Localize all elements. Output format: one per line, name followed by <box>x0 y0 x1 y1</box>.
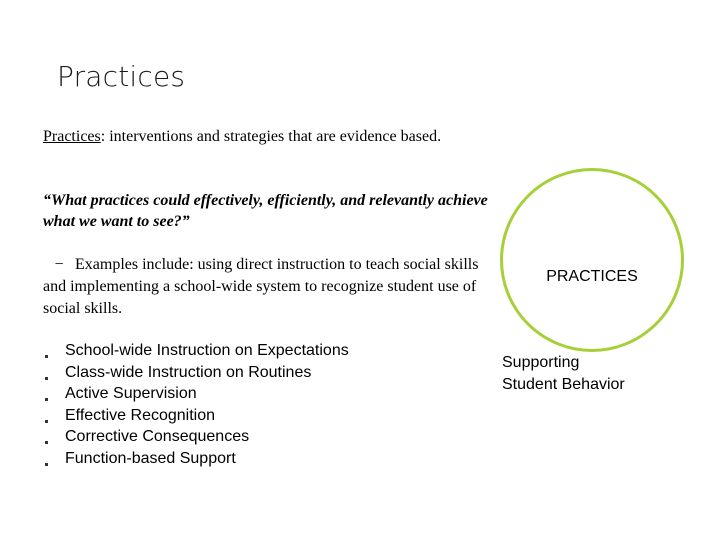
side-label-line-2: Student Behavior <box>502 376 625 393</box>
list-item <box>43 362 349 384</box>
definition-text: : interventions and strategies that are evidence based. <box>100 128 442 145</box>
list-item-label: Class-wide Instruction on Routines <box>65 363 312 381</box>
list-item-label: School-wide Instruction on Expectations <box>65 342 349 359</box>
bullet-dot-icon <box>45 377 48 380</box>
supporting-behavior-label <box>502 352 702 396</box>
circle-label: PRACTICES <box>546 268 638 285</box>
list-item-label: Active Supervision <box>65 385 197 403</box>
side-label-line-1: Supporting <box>502 354 580 371</box>
definition-term: Practices <box>43 128 101 145</box>
bullet-dot-icon <box>45 420 48 423</box>
list-item-label: Function-based Support <box>65 449 236 467</box>
list-item-label: Effective Recognition <box>65 406 216 424</box>
list-item <box>43 448 349 470</box>
examples-text: Examples include: using direct instruction to teach social skills and implementing a school-wide system to recognize student use of social skills. <box>43 256 479 317</box>
dash-bullet: − <box>54 256 64 273</box>
bullet-dot-icon <box>45 441 48 444</box>
slide-title: Practices <box>57 60 186 93</box>
bullet-dot-icon <box>45 463 48 466</box>
guiding-question: “What practices could effectively, efficiently, and relevantly achieve what we want to see?” <box>43 192 488 230</box>
bullet-dot-icon <box>45 355 48 358</box>
list-item <box>43 405 349 427</box>
practices-list <box>43 340 349 470</box>
list-item-label: Corrective Consequences <box>65 428 250 446</box>
examples-paragraph <box>43 254 495 320</box>
definition-paragraph <box>43 126 483 147</box>
list-item <box>43 340 349 362</box>
list-item <box>43 383 349 405</box>
bullet-dot-icon <box>45 398 48 401</box>
list-item <box>43 426 349 448</box>
practices-circle <box>500 168 684 352</box>
